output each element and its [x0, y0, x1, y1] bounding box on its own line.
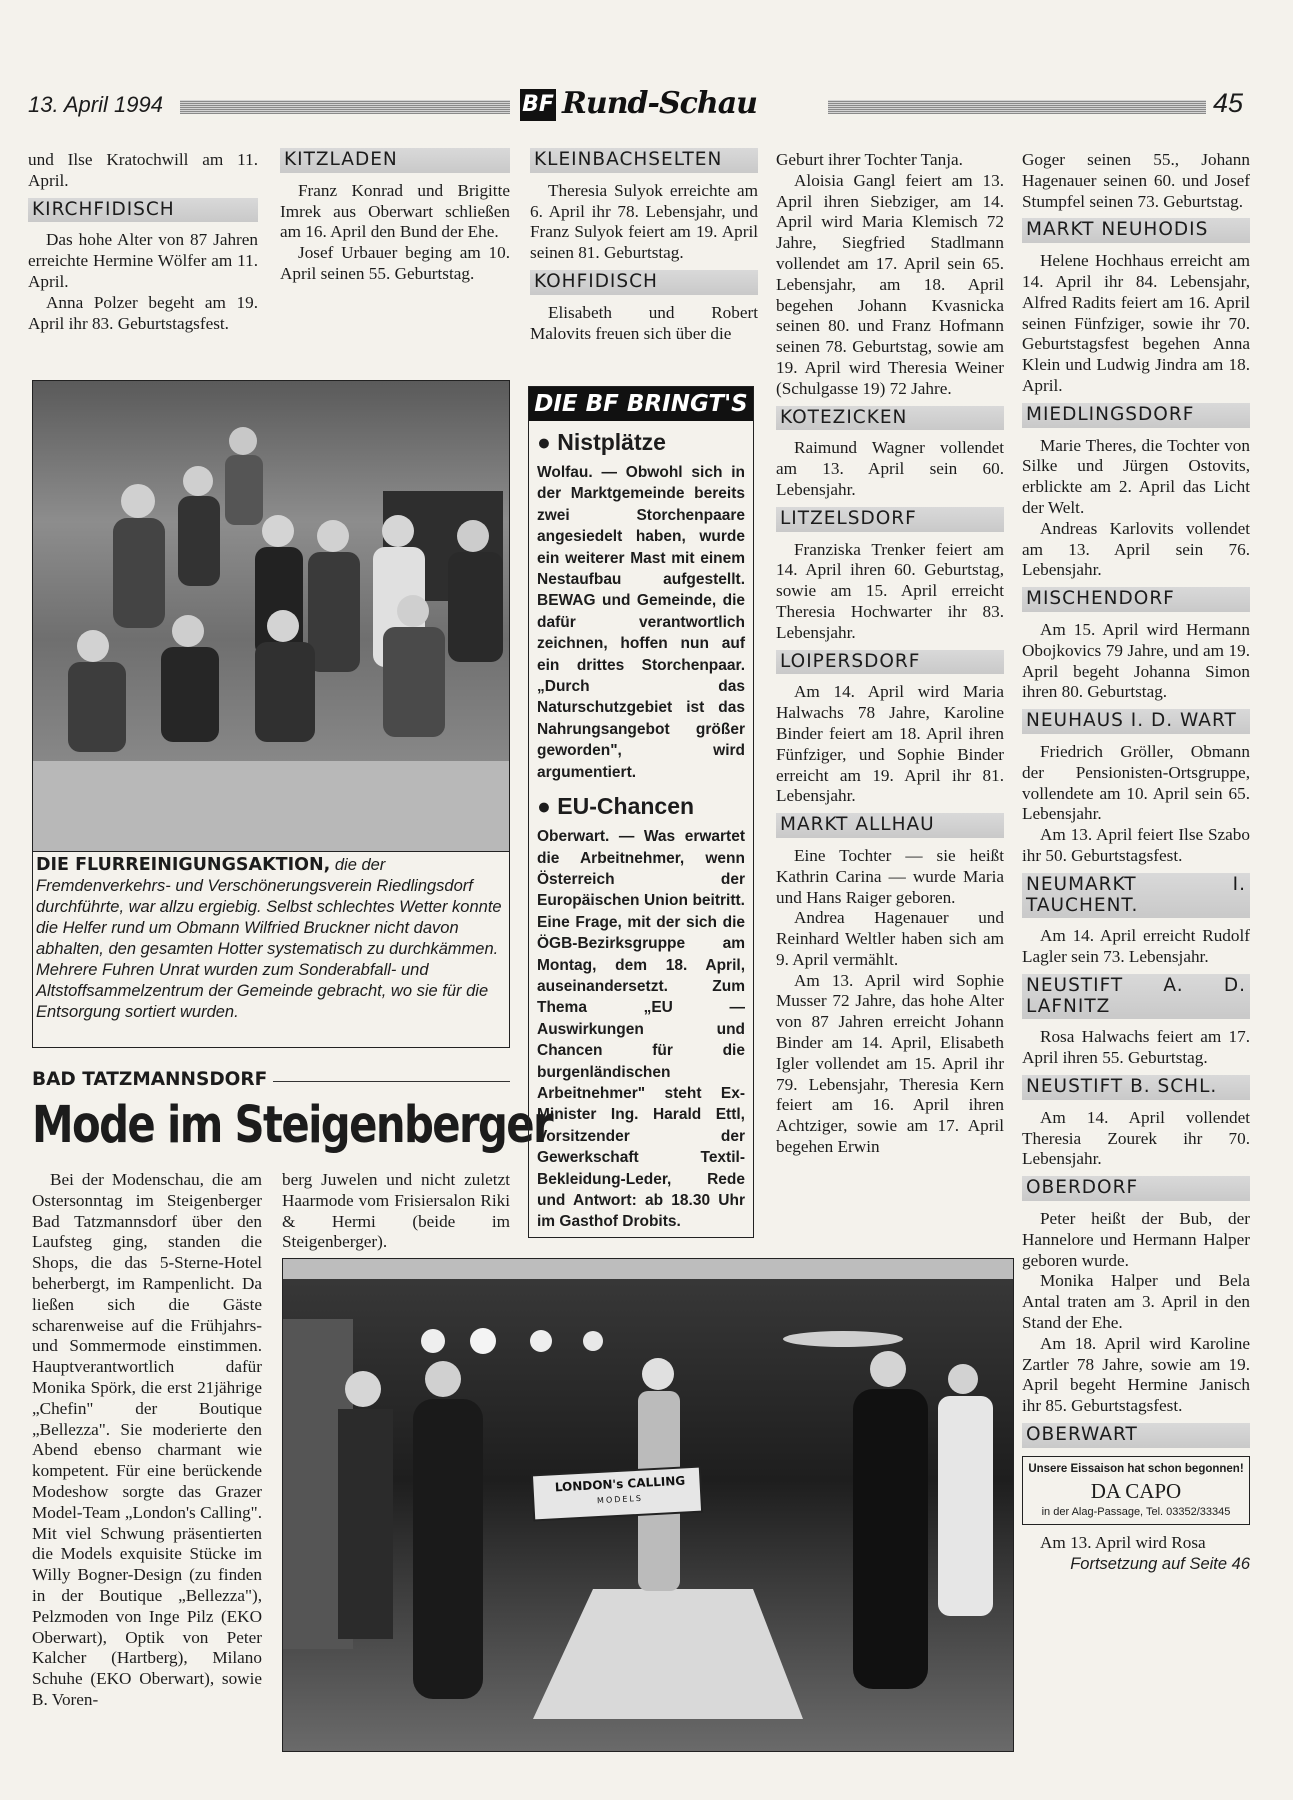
continued-note: Fortsetzung auf Seite 46 [1070, 1555, 1250, 1574]
paragraph: Monika Halper und Bela Antal traten am 3. April in den Stand der Ehe. [1022, 1271, 1250, 1333]
box-item-2-title: ● EU-Chancen [537, 793, 695, 820]
section-head-kirchfidisch: KIRCHFIDISCH [28, 198, 258, 223]
paragraph: Eine Tochter — sie heißt Kathrin Carina — wurde Maria und Hans Raiger geboren. [776, 845, 1004, 907]
section-head-kitzladen: KITZLADEN [280, 148, 510, 173]
section-head-kleinbachselten: KLEINBACHSELTEN [530, 148, 758, 173]
paragraph: Franz Konrad und Brigitte Imrek aus Oberwart schließen am 16. April den Bund der Ehe. [280, 180, 510, 242]
article-kicker: BAD TATZMANNSDORF [32, 1069, 273, 1090]
paragraph: Das hohe Alter von 87 Jahren erreichte Hermine Wölfer am 11. April. [28, 230, 258, 291]
paragraph: Anna Polzer begeht am 19. April ihr 83. Geburtstagsfest. [28, 292, 258, 333]
column-1-top [28, 150, 258, 334]
section-head-miedlingsdorf: MIEDLINGSDORF [1022, 403, 1250, 428]
article-kicker-row [32, 1069, 510, 1093]
page-number: 45 [1213, 88, 1244, 118]
ad-line-3: in der Alag-Passage, Tel. 03352/33345 [1041, 1505, 1231, 1518]
section-head-oberdorf: OBERDORF [1022, 1176, 1250, 1201]
paragraph: Goger seinen 55., Johann Hagenauer seinen 60. und Josef Stumpfel seinen 73. Geburtstag. [1022, 150, 1250, 211]
paragraph: Helene Hochhaus erreicht am 14. April ihr 84. Lebensjahr, Alfred Radits feiert am 16. April seinen Fünfziger, sowie ihr 70. Geburtstagsfest begehen Anna Klein und Ludwig Jindra am 18. April. [1022, 251, 1250, 395]
paragraph: Rosa Halwachs feiert am 17. April ihren 55. Geburtstag. [1022, 1027, 1250, 1068]
section-head-markt-allhau: MARKT ALLHAU [776, 813, 1004, 838]
page-header [28, 86, 1253, 128]
paragraph: berg Juwelen und nicht zuletzt Haarmode vom Frisiersalon Riki & Hermi (beide im Steigenberger). [282, 1170, 510, 1252]
section-head-litzelsdorf: LITZELSDORF [776, 507, 1004, 532]
paragraph: Am 18. April wird Karoline Zartler 78 Jahre, sowie am 19. April begeht Hermine Janisch ihr 85. Geburtstagsfest. [1022, 1333, 1250, 1416]
column-4 [776, 150, 1004, 1158]
article-col-2 [282, 1170, 510, 1253]
paragraph: Am 15. April wird Hermann Obojkovics 79 Jahre, und am 19. April begeht Johanna Simon ihren 80. Geburtstag. [1022, 619, 1250, 702]
paragraph: Am 14. April wird Maria Halwachs 78 Jahre, Karoline Binder feiert am 18. April ihren Fünfziger, und Sophie Binder erreicht am 19. April ihr 81. Lebensjahr. [776, 682, 1004, 806]
paragraph: und Ilse Kratochwill am 11. April. [28, 150, 258, 190]
column-2-top [280, 148, 510, 285]
paragraph: Am 13. April wird Sophie Musser 72 Jahre, das hohe Alter von 87 Jahren erreicht Johann Binder am 14. April, Elisabeth Igler vollendet am 15. April ihr 79. Lebensjahr, Theresia Kern feiert am 16. April ihren Achtziger, sowie am 17. April begehen Erwin [776, 970, 1004, 1157]
header-rule-right [828, 100, 1206, 114]
paragraph: Peter heißt der Bub, der Hannelore und Hermann Halper geboren wurde. [1022, 1209, 1250, 1270]
box-item-2-label: EU-Chancen [557, 793, 695, 820]
issue-date: 13. April 1994 [28, 92, 163, 117]
masthead-title: Rund-Schau [562, 86, 757, 121]
box-item-1-title: ● Nistplätze [537, 429, 666, 455]
paragraph: Bei der Modenschau, die am Ostersonntag im Steigenberger Bad Tatzmannsdorf über den Laufsteg ging, standen die Shops, die das 5-Sterne-Hotel beherbergt, im Rampenlicht. Da ließen sich die Gäste scharenweise auf die Frühjahrs- und Sommermode einstimmen. Hauptverantwortlich dafür Monika Spörk, die erst 21jährige „Chefin" der Boutique „Bellezza". Sie moderierte den Abend ebenso charmant wie kompetent. Für eine berückende Modeshow sorgte das Grazer Model-Team „London's Calling". Mit viel Schwung präsentierten die Models exquisite Stücke im Willy Bogner-Design (zu finden in der Boutique „Bellezza"), Pelzmoden von Inge Pilz (EKO Oberwart), Optik von Peter Kalcher (Hartberg), Milano Schuhe (EKO Oberwart), sowie B. Voren- [32, 1170, 262, 1709]
fashion-photo [282, 1258, 1014, 1752]
column-5 [1022, 150, 1250, 1575]
section-head-neustift-lafnitz: NEUSTIFT A. D. LAFNITZ [1022, 974, 1250, 1020]
section-head-neustift-schl: NEUSTIFT B. SCHL. [1022, 1075, 1250, 1100]
box-title: DIE BF BRINGT'S [529, 387, 753, 421]
section-head-markt-neuhodis: MARKT NEUHODIS [1022, 218, 1250, 243]
sign-subtext: MODELS [596, 1493, 644, 1506]
section-head-kotezicken: KOTEZICKEN [776, 406, 1004, 431]
caption-text: die der Fremdenverkehrs- und Verschönerungsverein Riedlingsdorf durchführte, war allzu ergiebig. Selbst schlechtes Wetter konnte die Helfer rund um Obmann Wilfried Bruckner nicht davon abhalten, den gesamten Hotter systematisch zu durchkämmen. Mehrere Fuhren Unrat wurden zum Sonderabfall- und Altstoffsammelzentrum der Gemeinde gebracht, wo sie für die Entsorgung sortiert wurden. [36, 856, 502, 1021]
paragraph: Geburt ihrer Tochter Tanja. [776, 150, 963, 169]
paragraph: Elisabeth und Robert Malovits freuen sich über die [530, 302, 758, 343]
article-headline: Mode im Steigenberger [32, 1096, 552, 1155]
paragraph: Andreas Karlovits vollendet am 13. April sein 76. Lebensjahr. [1022, 518, 1250, 580]
caption-lead: DIE FLURREINIGUNGSAKTION, [36, 855, 331, 875]
header-rule-left [180, 100, 510, 114]
paragraph: Franziska Trenker feiert am 14. April ihren 60. Geburtstag, sowie am 15. April erreicht Theresia Hochwarter ihr 83. Lebensjahr. [776, 539, 1004, 642]
section-head-mischendorf: MISCHENDORF [1022, 587, 1250, 612]
paragraph: Josef Urbauer beging am 10. April seinen 55. Geburtstag. [280, 243, 510, 283]
paragraph: Am 14. April erreicht Rudolf Lagler sein 73. Lebensjahr. [1022, 926, 1250, 967]
paragraph: Friedrich Gröller, Obmann der Pensionisten-Ortsgruppe, vollendete am 10. April sein 65. Lebensjahr. [1022, 741, 1250, 824]
section-head-neumarkt: NEUMARKT I. TAUCHENT. [1022, 873, 1250, 919]
ad-line-2: DA CAPO [1090, 1478, 1182, 1503]
group-photo-people [33, 381, 509, 851]
article-col-1 [32, 1170, 262, 1711]
ad-line-1: Unsere Eissaison hat schon begonnen! [1028, 1462, 1244, 1475]
paragraph: Am 14. April vollendet Theresia Zourek ihr 70. Lebensjahr. [1022, 1107, 1250, 1169]
fashion-photo-scene [283, 1259, 1013, 1751]
section-head-neuhaus: NEUHAUS I. D. WART [1022, 709, 1250, 734]
paragraph: Andrea Hagenauer und Reinhard Weltler haben sich am 9. April vermählt. [776, 908, 1004, 969]
sign-text: LONDON's CALLING [554, 1473, 686, 1495]
box-item-1-label: Nistplätze [557, 429, 666, 455]
photo-caption [32, 851, 510, 1048]
paragraph: Theresia Sulyok erreichte am 6. April ihr 78. Lebensjahr, und Franz Sulyok feiert am 19. April seinen 81. Geburtstag. [530, 180, 758, 263]
paragraph: Raimund Wagner vollendet am 13. April sein 60. Lebensjahr. [776, 438, 1004, 499]
section-head-loipersdorf: LOIPERSDORF [776, 650, 1004, 675]
paragraph: Marie Theres, die Tochter von Silke und Jürgen Ostovits, erblickte am 2. April das Licht der Welt. [1022, 435, 1250, 517]
box-item-2-text: Oberwart. — Was erwartet die Arbeitnehmer, wenn Österreich der Europäischen Union beitritt. Eine Frage, mit der sich die ÖGB-Bezirksgruppe am Montag, dem 18. April, auseinandersetzt. Zum Thema „EU — Auswirkungen und Chancen für die burgenländischen Arbeitnehmer" steht Ex-Minister Ing. Harald Ettl, Vorsitzender der Gewerkschaft Textil-Bekleidung-Leder, Rede und Antwort: ab 18.30 Uhr im Gasthof Drobits. [537, 828, 745, 1231]
dacapo-ad [1022, 1456, 1250, 1526]
bf-logo: BF [520, 89, 556, 121]
bf-bringts-box [528, 386, 754, 1238]
group-photo [32, 380, 510, 852]
column-3-top [530, 148, 758, 344]
section-head-oberwart: OBERWART [1022, 1423, 1250, 1448]
paragraph: Aloisia Gangl feiert am 13. April ihren Siebziger, am 14. April wird Maria Klemisch 72 Jahre, Siegfried Stadlmann vollendet am 17. April sein 65. Lebensjahr, am 18. April begehen Johann Kvasnicka seinen 80. und Franz Hofmann seinen 78. Geburtstag, sowie am 19. April wird Theresia Weiner (Schulgasse 19) 72 Jahre. [776, 170, 1004, 398]
paragraph: Am 13. April wird Rosa [1040, 1533, 1206, 1553]
box-item-1-text: Wolfau. — Obwohl sich in der Marktgemeinde bereits zwei Storchenpaare angesiedelt haben, wurde ein weiterer Mast mit einem Nestaufbau aufgestellt. BEWAG und Gemeinde, die dafür verantwortlich zeichnen, hoffen nun auf ein drittes Storchenpaar. „Durch das Naturschutzgebiet ist das Nahrungsangebot größer geworden", wird argumentiert. [537, 464, 745, 781]
section-head-kohfidisch: KOHFIDISCH [530, 270, 758, 295]
paragraph: Am 13. April feiert Ilse Szabo ihr 50. Geburtstagsfest. [1022, 825, 1250, 865]
